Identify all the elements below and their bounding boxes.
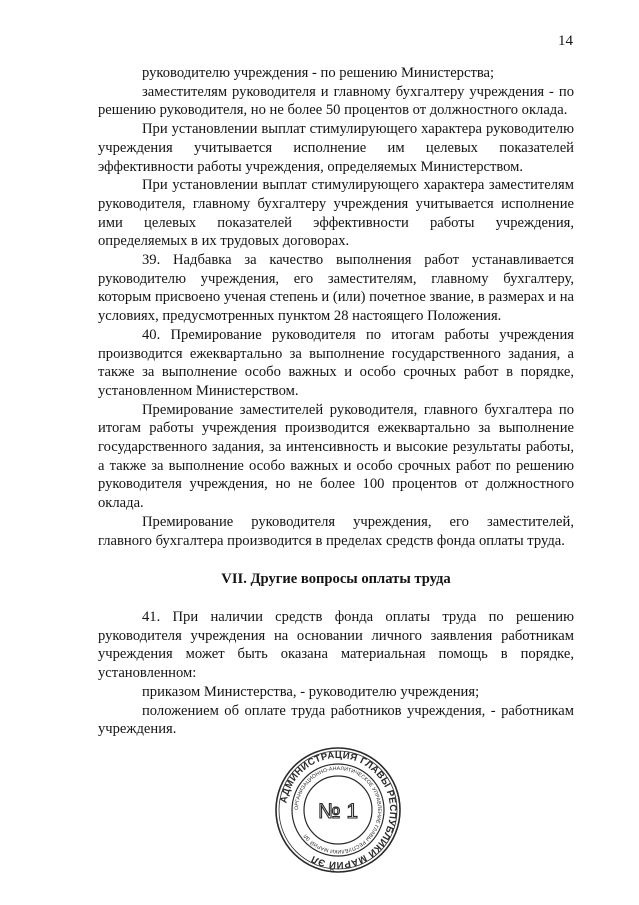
paragraph: приказом Министерства, - руководителю учреждения; — [142, 683, 480, 700]
paragraphs-after — [98, 608, 574, 739]
paragraph: При установлении выплат стимулирующего характера руководителю учреждения учитывается исполнение им целевых показателей эффективности работы учреждения, определяемых Министерством. — [98, 121, 574, 175]
stamp-number: № 1 — [317, 800, 359, 823]
paragraph: 39. Надбавка за качество выполнения работ устанавливается руководителю учреждения, его заместителям, главному бухгалтеру, которым присвоено ученая степень и (или) почетное звание, в размерах и на условиях, предусмотренных пунктом 28 настоящего Положения. — [98, 252, 574, 325]
page-number: 14 — [558, 33, 573, 49]
section-heading: VII. Другие вопросы оплаты труда — [221, 571, 451, 588]
paragraph: При установлении выплат стимулирующего характера заместителям руководителя, главному бухгалтеру учреждения учитывается исполнение ими целевых показателей эффективности работы учреждения, определяемых в их трудовых договорах. — [98, 177, 574, 250]
paragraph: положением об оплате труда работников учреждения, - работникам учреждения. — [98, 702, 574, 738]
paragraphs-before — [98, 64, 574, 550]
official-stamp — [273, 745, 403, 875]
paragraph: заместителям руководителя и главному бухгалтеру учреждения - по решению руководителя, но не более 50 процентов от должностного оклада. — [98, 83, 574, 119]
paragraph: Премирование руководителя учреждения, его заместителей, главного бухгалтера производится в пределах средств фонда оплаты труда. — [98, 513, 574, 549]
paragraph: руководителю учреждения - по решению Министерства; — [142, 65, 495, 81]
paragraph: 40. Премирование руководителя по итогам работы учреждения производится ежеквартально за выполнение государственного задания, а также за выполнение особо важных и особо срочных работ в порядке, установленном Министерством. — [98, 326, 574, 399]
stamp-inner-text: ОРГАНИЗАЦИОННО-АНАЛИТИЧЕСКОЕ УПРАВЛЕНИЕ ГЛАВЫ РЕСПУБЛИКИ МАРИЙ ЭЛ — [293, 765, 383, 855]
document-body — [98, 64, 574, 739]
paragraph: Премирование заместителей руководителя, главного бухгалтера по итогам работы учреждения производится ежеквартально за выполнение государственного задания, за интенсивность и высокие результаты работы, а также за выполнение особо важных и особо срочных работ по решению руководителя учреждения, но не более 100 процентов от должностного оклада. — [98, 401, 574, 512]
paragraph: 41. При наличии средств фонда оплаты труда по решению руководителя учреждения на основании личного заявления работникам учреждения может быть оказана материальная помощь в порядке, установленном: — [98, 608, 574, 682]
stamp-outer-text: АДМИНИСТРАЦИЯ ГЛАВЫ РЕСПУБЛИКИ МАРИЙ ЭЛ — [278, 749, 399, 871]
